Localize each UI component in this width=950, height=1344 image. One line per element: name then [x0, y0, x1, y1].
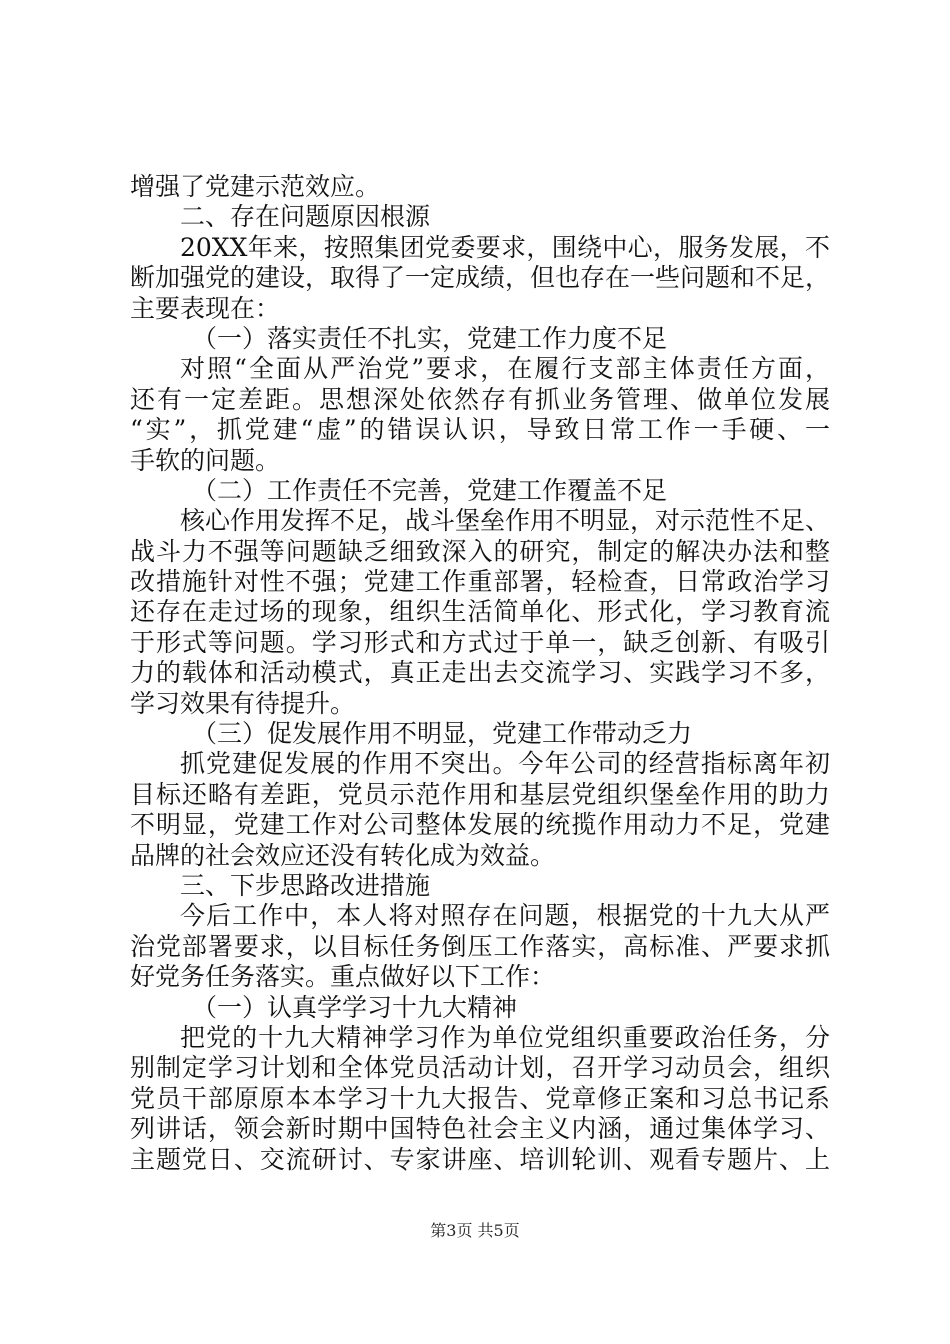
- paragraph-line: 主要表现在：: [130, 293, 281, 323]
- section-heading: 二、存在问题原因根源: [180, 202, 431, 232]
- paragraph-line: 好党务任务落实。重点做好以下工作：: [130, 962, 556, 992]
- paragraph-line: 战斗力不强等问题缺乏细致深入的研究，制定的解决办法和整: [130, 536, 830, 566]
- paragraph-line: 目标还略有差距，党员示范作用和基层党组织堡垒作用的助力: [130, 779, 830, 809]
- paragraph-line: 增强了党建示范效应。: [130, 172, 381, 201]
- subsection-heading: （三）促发展作用不明显，党建工作带动乏力: [192, 719, 693, 749]
- paragraph-line: 于形式等问题。学习形式和方式过于单一，缺乏创新、有吸引: [130, 627, 830, 657]
- paragraph-line: 还有一定差距。思想深处依然存有抓业务管理、做单位发展: [130, 384, 830, 414]
- paragraph-line: 把党的十九大精神学习作为单位党组织重要政治任务，分: [180, 1022, 830, 1052]
- paragraph-line: 主题党日、交流研讨、专家讲座、培训轮训、观看专题片、上: [130, 1144, 830, 1174]
- paragraph-line: 品牌的社会效应还没有转化成为效益。: [130, 840, 556, 870]
- paragraph-line: 别制定学习计划和全体党员活动计划，召开学习动员会，组织: [130, 1053, 830, 1083]
- paragraph-line: 还存在走过场的现象，组织生活简单化、形式化，学习教育流: [130, 597, 830, 627]
- paragraph-line: 党员干部原原本本学习十九大报告、党章修正案和习总书记系: [130, 1083, 830, 1113]
- page-footer: [0, 1218, 950, 1241]
- paragraph-line: 学习效果有待提升。: [130, 688, 356, 718]
- paragraph-line: 治党部署要求，以目标任务倒压工作落实，高标准、严要求抓: [130, 931, 830, 961]
- paragraph-line: 断加强党的建设，取得了一定成绩，但也存在一些问题和不足，: [130, 263, 830, 293]
- paragraph-line: 对照“全面从严治党”要求，在履行支部主体责任方面，: [180, 354, 830, 384]
- subsection-heading: （一）落实责任不扎实，党建工作力度不足: [192, 323, 668, 353]
- subsection-heading: （一）认真学学习十九大精神: [192, 992, 518, 1022]
- paragraph-line: 今后工作中，本人将对照存在问题，根据党的十九大从严: [180, 901, 830, 931]
- page-number: 第3页 共5页: [430, 1221, 520, 1240]
- paragraph-line: 力的载体和活动模式，真正走出去交流学习、实践学习不多，: [130, 658, 830, 688]
- paragraph-line: “实”，抓党建“虚”的错误认识，导致日常工作一手硬、一: [130, 415, 830, 445]
- paragraph-line: 改措施针对性不强；党建工作重部署，轻检查，日常政治学习: [130, 567, 830, 597]
- paragraph-line: 核心作用发挥不足，战斗堡垒作用不明显，对示范性不足、: [180, 506, 830, 536]
- subsection-heading: （二）工作责任不完善，党建工作覆盖不足: [192, 475, 668, 505]
- section-heading: 三、下步思路改进措施: [180, 870, 431, 900]
- paragraph-line: 手软的问题。: [130, 445, 281, 475]
- paragraph-line: 列讲话，领会新时期中国特色社会主义内涵，通过集体学习、: [130, 1114, 830, 1144]
- paragraph-line: 不明显，党建工作对公司整体发展的统揽作用动力不足，党建: [130, 810, 830, 840]
- document-body: [130, 172, 830, 1175]
- paragraph-line: 20XX年来，按照集团党委要求，围绕中心，服务发展，不: [180, 232, 830, 262]
- paragraph-line: 抓党建促发展的作用不突出。今年公司的经营指标离年初: [180, 749, 830, 779]
